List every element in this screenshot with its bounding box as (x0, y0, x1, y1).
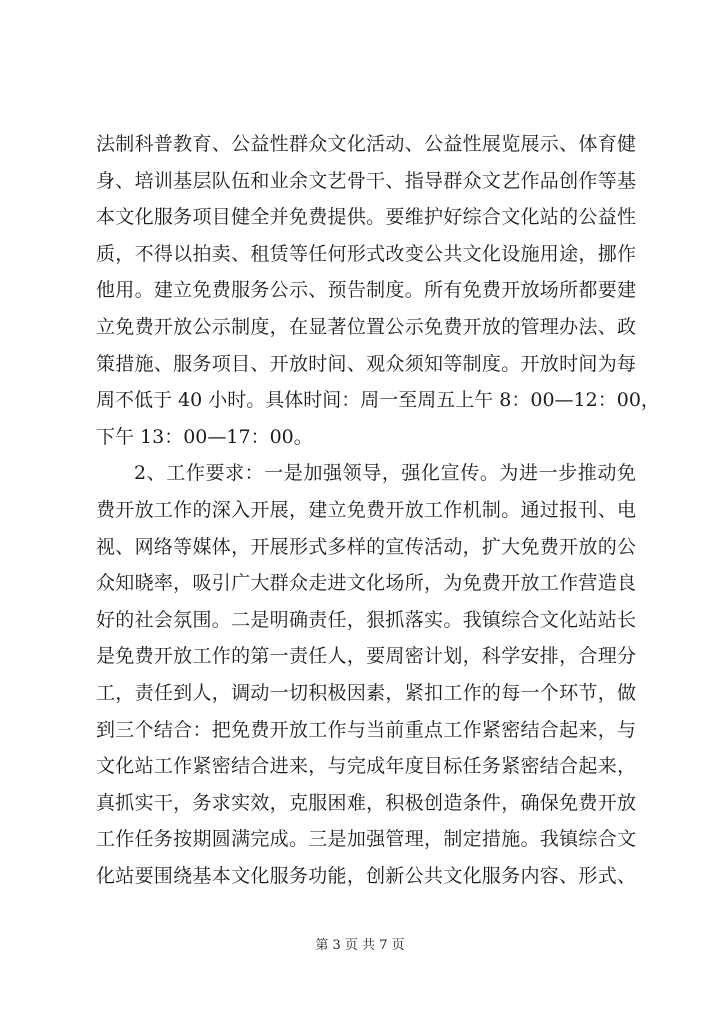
text-line: 立免费开放公示制度，在显著位置公示免费开放的管理办法、政 (96, 315, 636, 338)
text-line: 策措施、服务项目、开放时间、观众须知等制度。开放时间为每 (96, 352, 636, 375)
text-line: 2、工作要求：一是加强领导，强化宣传。为进一步推动免 (134, 462, 636, 485)
text-line: 费开放工作的深入开展，建立免费开放工作机制。通过报刊、电 (96, 498, 636, 521)
text-line: 到三个结合：把免费开放工作与当前重点工作紧密结合起来，与 (96, 718, 636, 741)
text-line: 好的社会氛围。二是明确责任，狠抓落实。我镇综合文化站站长 (96, 608, 636, 631)
text-line: 化站要围绕基本文化服务功能，创新公共文化服务内容、形式、 (96, 864, 636, 887)
text-line: 他用。建立免费服务公示、预告制度。所有免费开放场所都要建 (96, 279, 636, 302)
text-line: 众知晓率，吸引广大群众走进文化场所，为免费开放工作营造良 (96, 572, 636, 595)
text-line: 本文化服务项目健全并免费提供。要维护好综合文化站的公益性 (96, 206, 636, 229)
text-line: 工作任务按期圆满完成。三是加强管理，制定措施。我镇综合文 (96, 828, 636, 851)
text-line: 下午 13：00—17：00。 (96, 425, 313, 448)
text-line: 是免费开放工作的第一责任人，要周密计划，科学安排，合理分 (96, 645, 636, 668)
text-line: 周不低于 40 小时。具体时间：周一至周五上午 8：00—12：00， (96, 389, 660, 412)
page-number-footer: 第 3 页 共 7 页 (315, 938, 405, 953)
document-body (96, 126, 660, 894)
text-line: 工，责任到人，调动一切积极因素，紧扣工作的每一个环节，做 (96, 681, 636, 704)
text-line: 法制科普教育、公益性群众文化活动、公益性展览展示、体育健 (96, 133, 636, 155)
text-line: 质，不得以拍卖、租赁等任何形式改变公共文化设施用途，挪作 (96, 242, 636, 265)
text-line: 真抓实干，务求实效，克服困难，积极创造条件，确保免费开放 (96, 791, 636, 814)
text-line: 文化站工作紧密结合进来，与完成年度目标任务紧密结合起来， (96, 755, 636, 778)
text-line: 视、网络等媒体，开展形式多样的宣传活动，扩大免费开放的公 (96, 535, 636, 558)
text-line: 身、培训基层队伍和业余文艺骨干、指导群众文艺作品创作等基 (96, 169, 636, 192)
